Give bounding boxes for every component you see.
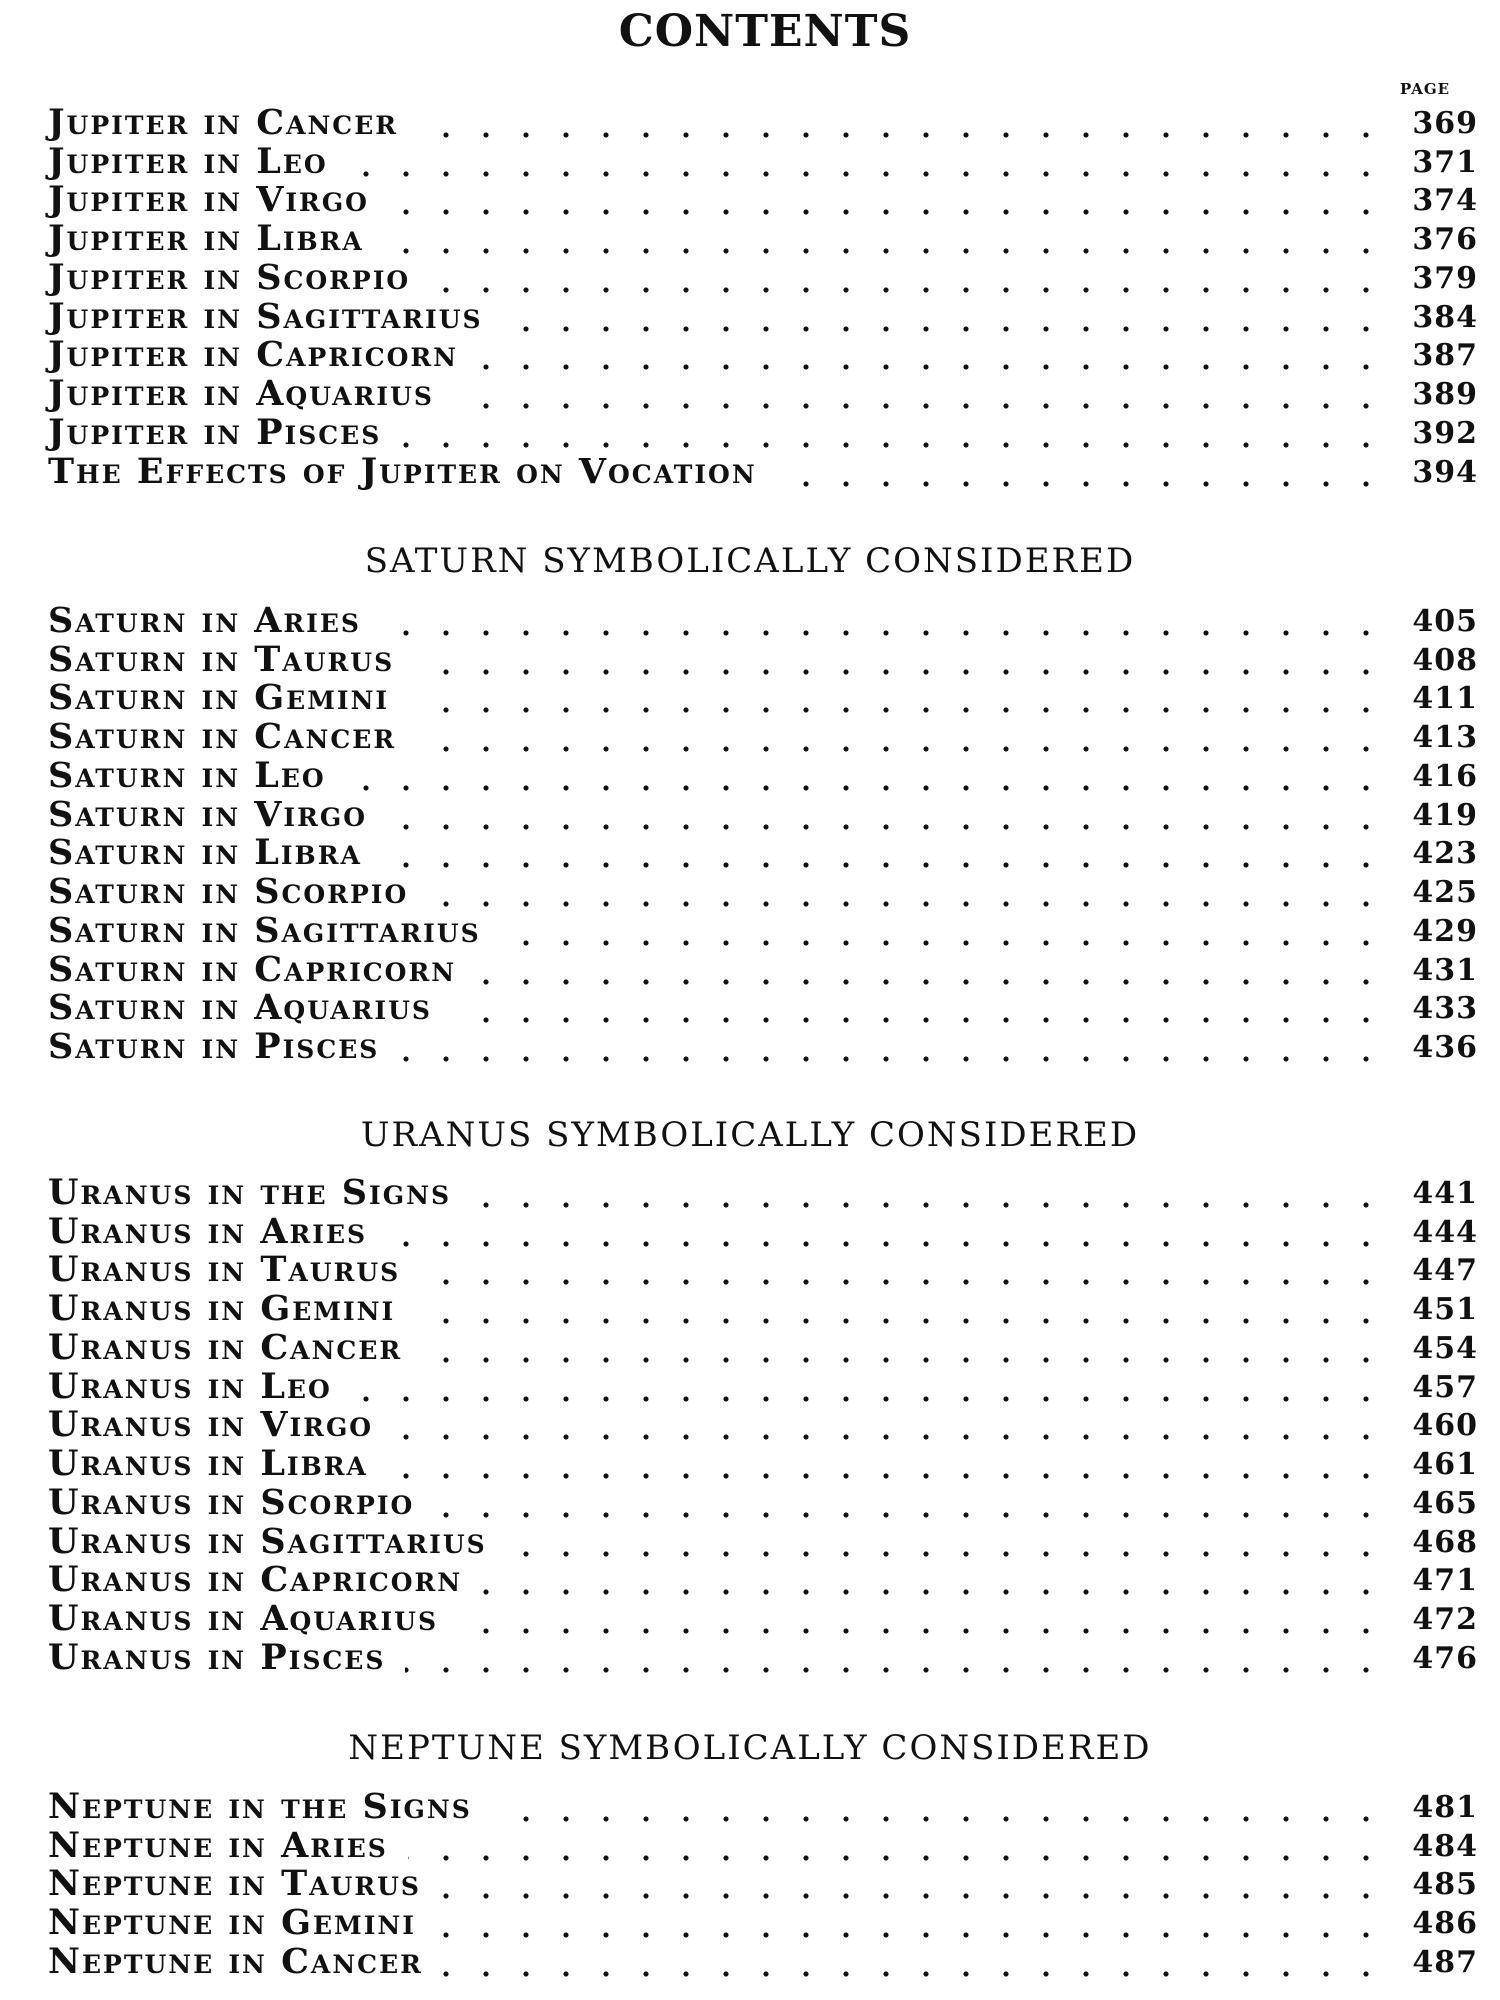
toc-entry[interactable] bbox=[48, 1404, 1478, 1448]
entry-page-number: 484 bbox=[1412, 1828, 1478, 1864]
toc-entry[interactable] bbox=[48, 1481, 1478, 1525]
jupiter-entries bbox=[48, 101, 1478, 494]
entry-title: Jupiter in Virgo bbox=[48, 179, 369, 221]
entry-title: Uranus in the Signs bbox=[48, 1171, 452, 1213]
toc-entry[interactable] bbox=[48, 871, 1478, 914]
toc-entry[interactable] bbox=[48, 987, 1478, 1031]
toc-entry[interactable] bbox=[48, 1443, 1478, 1486]
dot-leader bbox=[414, 669, 1386, 675]
dot-leader bbox=[430, 287, 1386, 293]
entry-title: Jupiter in Pisces bbox=[48, 411, 382, 453]
entry-title: Saturn in Taurus bbox=[48, 638, 395, 680]
uranus-section-heading: URANUS SYMBOLICALLY CONSIDERED bbox=[360, 1115, 1140, 1155]
dot-leader bbox=[777, 481, 1386, 487]
entry-page-number: 423 bbox=[1412, 836, 1478, 872]
toc-entry[interactable] bbox=[48, 1785, 1478, 1829]
entry-title: Saturn in Pisces bbox=[48, 1026, 380, 1067]
entry-title: Uranus in Aries bbox=[48, 1210, 368, 1252]
toc-entry[interactable] bbox=[48, 716, 1478, 759]
entry-page-number: 416 bbox=[1412, 758, 1478, 794]
dot-leader bbox=[441, 1893, 1386, 1899]
toc-entry[interactable] bbox=[48, 295, 1478, 339]
toc-entry[interactable] bbox=[48, 948, 1478, 992]
entry-title: Uranus in Gemini bbox=[48, 1288, 396, 1329]
toc-entry[interactable] bbox=[48, 1026, 1478, 1069]
toc-entry[interactable] bbox=[48, 101, 1478, 145]
toc-entry[interactable] bbox=[48, 1365, 1478, 1409]
entry-title: Neptune in the Signs bbox=[48, 1785, 472, 1827]
entry-title: Saturn in Scorpio bbox=[48, 871, 409, 912]
entry-title: Uranus in Pisces bbox=[48, 1636, 386, 1678]
dot-leader bbox=[405, 1667, 1386, 1673]
dot-leader bbox=[452, 1017, 1386, 1023]
dot-leader bbox=[384, 248, 1386, 254]
toc-entry[interactable] bbox=[48, 256, 1478, 300]
entry-page-number: 394 bbox=[1412, 454, 1478, 490]
entry-title: Uranus in Sagittarius bbox=[48, 1520, 487, 1562]
dot-leader bbox=[408, 1855, 1386, 1861]
entry-title: Uranus in Aquarius bbox=[48, 1598, 439, 1639]
dot-leader bbox=[434, 1512, 1386, 1518]
entry-title: Saturn in Sagittarius bbox=[48, 909, 481, 951]
toc-entry[interactable] bbox=[48, 677, 1478, 721]
toc-entry[interactable] bbox=[48, 373, 1478, 416]
dot-leader bbox=[388, 1473, 1386, 1479]
toc-entry[interactable] bbox=[48, 411, 1478, 455]
entry-title: Saturn in Libra bbox=[48, 832, 362, 874]
entry-title: The Effects of Jupiter on Vocation bbox=[48, 450, 757, 492]
entry-page-number: 486 bbox=[1412, 1906, 1478, 1941]
dot-leader bbox=[418, 132, 1386, 138]
entry-title: Jupiter in Scorpio bbox=[48, 256, 411, 298]
entry-page-number: 451 bbox=[1412, 1292, 1478, 1327]
dot-leader bbox=[415, 1318, 1386, 1324]
toc-entry[interactable] bbox=[48, 1636, 1478, 1680]
toc-entry[interactable] bbox=[48, 450, 1478, 494]
entry-title: Jupiter in Sagittarius bbox=[48, 295, 483, 337]
dot-leader bbox=[428, 901, 1386, 907]
entry-title: Saturn in Aquarius bbox=[48, 987, 432, 1029]
dot-leader bbox=[381, 630, 1386, 636]
entry-title: Jupiter in Libra bbox=[48, 218, 364, 259]
entry-title: Jupiter in Aquarius bbox=[48, 373, 434, 414]
entry-page-number: 429 bbox=[1412, 913, 1478, 949]
entry-page-number: 371 bbox=[1412, 144, 1478, 180]
toc-entry[interactable] bbox=[48, 1940, 1478, 1984]
toc-entry[interactable] bbox=[48, 179, 1478, 223]
toc-entry[interactable] bbox=[48, 1288, 1478, 1331]
toc-entry[interactable] bbox=[48, 599, 1478, 643]
entry-page-number: 471 bbox=[1412, 1563, 1478, 1599]
dot-leader bbox=[382, 862, 1386, 868]
entry-page-number: 454 bbox=[1412, 1330, 1478, 1366]
toc-entry[interactable] bbox=[48, 218, 1478, 261]
dot-leader bbox=[346, 785, 1386, 791]
entry-page-number: 376 bbox=[1412, 222, 1478, 257]
dot-leader bbox=[492, 1816, 1386, 1822]
dot-leader bbox=[458, 1628, 1386, 1634]
entry-title: Neptune in Taurus bbox=[48, 1863, 421, 1905]
entry-title: Uranus in Leo bbox=[48, 1365, 332, 1407]
entry-title: Saturn in Capricorn bbox=[48, 948, 457, 990]
dot-leader bbox=[393, 1434, 1386, 1440]
toc-entry[interactable] bbox=[48, 334, 1478, 378]
page-title: CONTENTS bbox=[618, 6, 912, 57]
dot-leader bbox=[420, 1279, 1386, 1285]
entry-page-number: 413 bbox=[1412, 720, 1478, 755]
neptune-section-heading: NEPTUNE SYMBOLICALLY CONSIDERED bbox=[348, 1728, 1152, 1768]
entry-title: Uranus in Capricorn bbox=[48, 1559, 463, 1601]
toc-entry[interactable] bbox=[48, 1559, 1478, 1603]
toc-entry[interactable] bbox=[48, 909, 1478, 953]
entry-title: Jupiter in Cancer bbox=[48, 101, 399, 143]
entry-title: Uranus in Virgo bbox=[48, 1404, 374, 1446]
toc-entry[interactable] bbox=[48, 793, 1478, 837]
toc-entry[interactable] bbox=[48, 754, 1478, 798]
entry-page-number: 447 bbox=[1412, 1253, 1478, 1289]
entry-page-number: 457 bbox=[1412, 1369, 1478, 1405]
entry-page-number: 392 bbox=[1412, 415, 1478, 451]
entry-page-number: 374 bbox=[1412, 183, 1478, 219]
entry-page-number: 460 bbox=[1412, 1408, 1478, 1444]
entry-title: Uranus in Libra bbox=[48, 1443, 368, 1484]
entry-page-number: 436 bbox=[1412, 1030, 1478, 1065]
entry-page-number: 461 bbox=[1412, 1447, 1478, 1482]
entry-page-number: 408 bbox=[1412, 642, 1478, 678]
entry-title: Saturn in Leo bbox=[48, 754, 326, 796]
toc-entry[interactable] bbox=[48, 1210, 1478, 1254]
entry-title: Neptune in Aries bbox=[48, 1824, 388, 1866]
entry-page-number: 369 bbox=[1412, 105, 1478, 141]
toc-entry[interactable] bbox=[48, 1902, 1478, 1945]
entry-page-number: 419 bbox=[1412, 797, 1478, 833]
toc-entry[interactable] bbox=[48, 1171, 1478, 1215]
entry-page-number: 384 bbox=[1412, 299, 1478, 335]
dot-leader bbox=[482, 1589, 1386, 1595]
entry-title: Saturn in Virgo bbox=[48, 793, 368, 835]
dot-leader bbox=[422, 1357, 1386, 1363]
toc-entry[interactable] bbox=[48, 1863, 1478, 1907]
neptune-entries bbox=[48, 1785, 1478, 1984]
entry-title: Neptune in Gemini bbox=[48, 1902, 416, 1943]
page-column-label: PAGE bbox=[1400, 80, 1451, 98]
entry-title: Uranus in Taurus bbox=[48, 1249, 401, 1291]
entry-page-number: 379 bbox=[1412, 260, 1478, 296]
dot-leader bbox=[501, 940, 1386, 946]
dot-leader bbox=[503, 326, 1386, 332]
entry-title: Saturn in Aries bbox=[48, 599, 361, 641]
entry-page-number: 405 bbox=[1412, 603, 1478, 639]
entry-page-number: 485 bbox=[1412, 1867, 1478, 1903]
entry-page-number: 487 bbox=[1412, 1944, 1478, 1980]
entry-page-number: 411 bbox=[1412, 681, 1478, 717]
toc-entry[interactable] bbox=[48, 1520, 1478, 1564]
entry-page-number: 444 bbox=[1412, 1214, 1478, 1250]
toc-entry[interactable] bbox=[48, 1824, 1478, 1868]
entry-page-number: 431 bbox=[1412, 952, 1478, 988]
toc-entry[interactable] bbox=[48, 1326, 1478, 1370]
entry-page-number: 476 bbox=[1412, 1640, 1478, 1676]
toc-entry[interactable] bbox=[48, 1249, 1478, 1293]
dot-leader bbox=[454, 403, 1386, 409]
dot-leader bbox=[443, 1971, 1386, 1977]
entry-page-number: 472 bbox=[1412, 1602, 1478, 1637]
dot-leader bbox=[401, 442, 1386, 448]
entry-title: Saturn in Gemini bbox=[48, 677, 390, 719]
entry-page-number: 387 bbox=[1412, 338, 1478, 374]
entry-page-number: 425 bbox=[1412, 875, 1478, 910]
entry-page-number: 481 bbox=[1412, 1789, 1478, 1825]
entry-page-number: 441 bbox=[1412, 1175, 1478, 1211]
dot-leader bbox=[409, 707, 1386, 713]
dot-leader bbox=[387, 824, 1386, 830]
dot-leader bbox=[416, 746, 1386, 752]
entry-title: Jupiter in Leo bbox=[48, 140, 328, 182]
entry-title: Uranus in Cancer bbox=[48, 1326, 403, 1368]
uranus-entries bbox=[48, 1171, 1478, 1680]
toc-entry[interactable] bbox=[48, 1598, 1478, 1641]
entry-title: Neptune in Cancer bbox=[48, 1940, 423, 1982]
dot-leader bbox=[389, 209, 1386, 215]
entry-page-number: 468 bbox=[1412, 1524, 1478, 1560]
entry-page-number: 433 bbox=[1412, 991, 1478, 1027]
dot-leader bbox=[478, 364, 1386, 370]
dot-leader bbox=[387, 1241, 1386, 1247]
dot-leader bbox=[352, 1396, 1386, 1402]
toc-entry[interactable] bbox=[48, 832, 1478, 876]
entry-title: Saturn in Cancer bbox=[48, 716, 397, 757]
saturn-section-heading: SATURN SYMBOLICALLY CONSIDERED bbox=[364, 541, 1136, 581]
dot-leader bbox=[399, 1056, 1386, 1062]
entry-title: Jupiter in Capricorn bbox=[48, 334, 459, 376]
entry-page-number: 389 bbox=[1412, 377, 1478, 412]
dot-leader bbox=[476, 979, 1386, 985]
toc-entry[interactable] bbox=[48, 140, 1478, 184]
dot-leader bbox=[436, 1932, 1386, 1938]
dot-leader bbox=[471, 1202, 1386, 1208]
entry-title: Uranus in Scorpio bbox=[48, 1481, 415, 1523]
dot-leader bbox=[348, 171, 1386, 177]
entry-page-number: 465 bbox=[1412, 1485, 1478, 1521]
toc-entry[interactable] bbox=[48, 638, 1478, 682]
dot-leader bbox=[507, 1551, 1386, 1557]
saturn-entries bbox=[48, 599, 1478, 1069]
